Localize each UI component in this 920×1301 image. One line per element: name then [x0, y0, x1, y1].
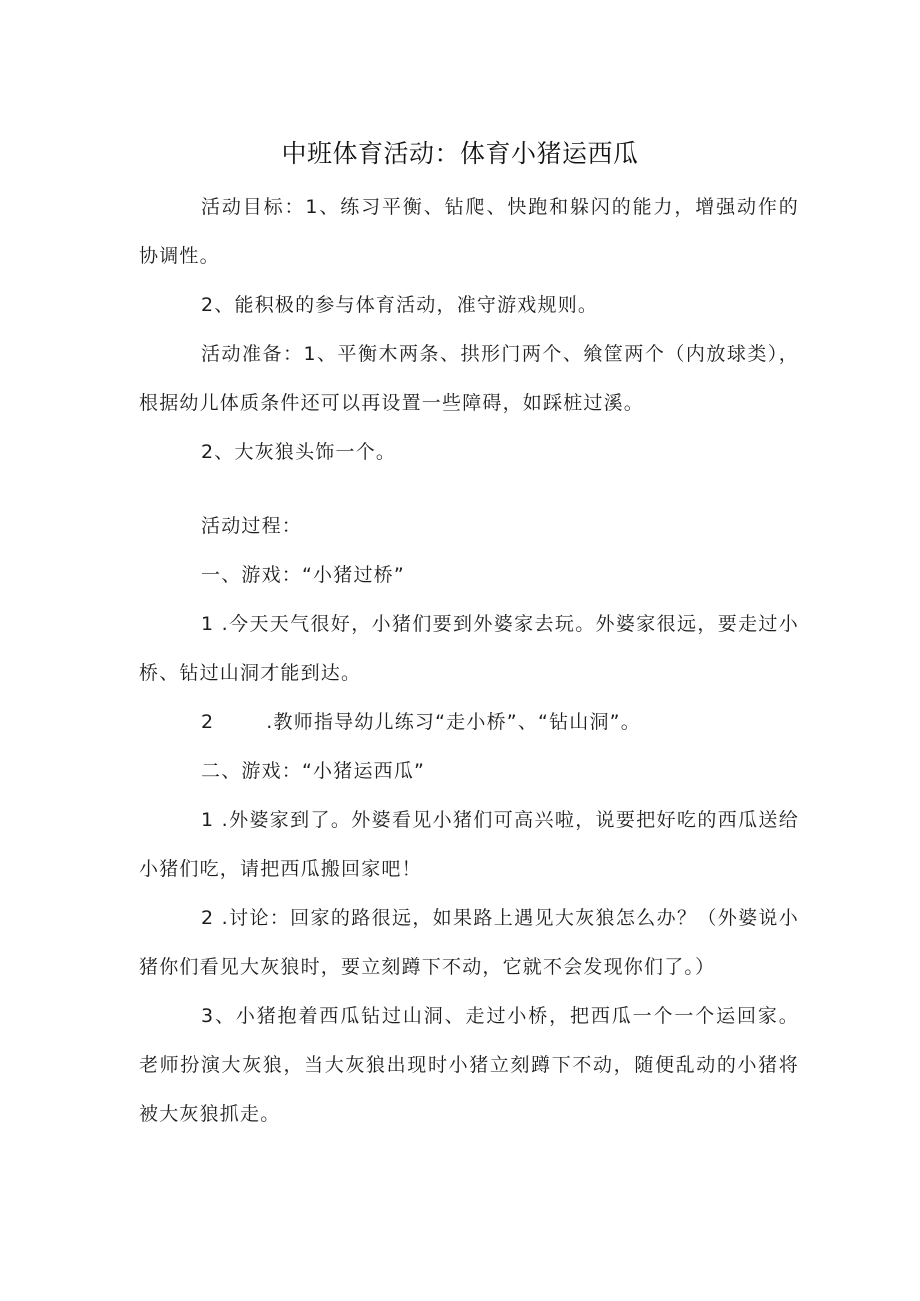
- goal-paragraph-2: 2、能积极的参与体育活动，准守游戏规则。: [201, 294, 599, 316]
- game-2-heading: 二、游戏：“小猪运西瓜”: [201, 760, 426, 782]
- game-1-step-2-number: 2: [201, 711, 215, 733]
- preparation-paragraph-2: 2、大灰狼头饰一个。: [201, 441, 397, 463]
- game-2-step-2: 2 .讨论：回家的路很远，如果路上遇见大灰狼怎么办？（外婆说小猪你们看见大灰狼时，要立刻蹲下不动，它就不会发现你们了。）: [139, 907, 799, 978]
- game-2-step-3: 3、小猪抱着西瓜钻过山洞、走过小桥，把西瓜一个一个运回家。老师扮演大灰狼，当大灰狼出现时小猪立刻蹲下不动，随便乱动的小猪将被大灰狼抓走。: [139, 1005, 799, 1125]
- goal-paragraph-1: 活动目标：1、练习平衡、钻爬、快跑和躲闪的能力，增强动作的协调性。: [139, 196, 799, 267]
- process-heading: 活动过程：: [201, 515, 303, 537]
- game-1-step-1: 1 .今天天气很好，小猪们要到外婆家去玩。外婆家很远，要走过小桥、钻过山洞才能到达。: [139, 613, 799, 684]
- preparation-paragraph-1: 活动准备：1、平衡木两条、拱形门两个、飨筐两个（内放球类），根据幼儿体质条件还可以再设置一些障碍，如踩桩过溪。: [139, 343, 799, 414]
- game-1-step-2: [201, 698, 641, 747]
- game-1-step-2-text: .教师指导幼儿练习“走小桥”、“钻山洞”。: [266, 711, 641, 733]
- document-title: 中班体育活动：体育小猪运西瓜: [281, 139, 639, 168]
- game-1-heading: 一、游戏：“小猪过桥”: [201, 564, 405, 586]
- game-2-step-1: 1 .外婆家到了。外婆看见小猪们可高兴啦，说要把好吃的西瓜送给小猪们吃，请把西瓜搬回家吧！: [139, 809, 799, 880]
